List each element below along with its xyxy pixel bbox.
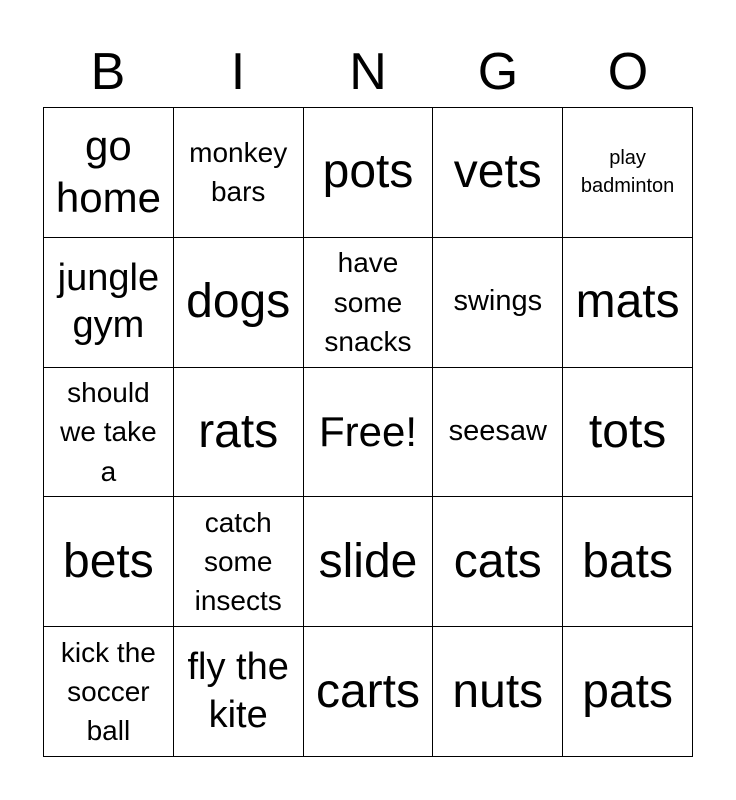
cell-text: slide: [318, 534, 418, 588]
header-letter-i: I: [230, 43, 246, 101]
cell-text: carts: [315, 664, 420, 718]
bingo-cell[interactable]: [304, 368, 434, 498]
cell-text: tots: [588, 404, 667, 458]
bingo-cell[interactable]: [44, 238, 174, 368]
bingo-cell[interactable]: [304, 108, 434, 238]
bingo-header: [43, 40, 693, 104]
cell-text: jungle gym: [57, 256, 160, 347]
header-letter-n: N: [349, 43, 387, 101]
bingo-cell[interactable]: [433, 497, 563, 627]
bingo-cell[interactable]: [433, 368, 563, 498]
cell-text: should we take a: [60, 377, 157, 487]
bingo-cell[interactable]: [563, 108, 693, 238]
bingo-cell[interactable]: [304, 627, 434, 757]
cell-text: cats: [453, 534, 542, 588]
bingo-cell[interactable]: [304, 497, 434, 627]
cell-text: rats: [198, 404, 279, 458]
bingo-cell[interactable]: [174, 627, 304, 757]
cell-text: have some snacks: [324, 247, 412, 357]
cell-text: nuts: [452, 664, 544, 718]
bingo-cell[interactable]: [304, 238, 434, 368]
cell-text: catch some insects: [194, 507, 282, 617]
cell-text: swings: [453, 285, 543, 318]
cell-text: kick the soccer ball: [60, 636, 156, 747]
bingo-cell[interactable]: [563, 368, 693, 498]
header-letter-o: O: [607, 43, 649, 101]
cell-text: go home: [55, 121, 161, 222]
bingo-cell[interactable]: [174, 497, 304, 627]
cell-text: fly the kite: [187, 646, 289, 736]
cell-text: mats: [575, 275, 680, 329]
bingo-cell[interactable]: [44, 627, 174, 757]
header-letter-g: G: [477, 43, 519, 101]
bingo-cell[interactable]: [433, 238, 563, 368]
cell-text: seesaw: [448, 415, 547, 448]
bingo-cell[interactable]: [174, 368, 304, 498]
bingo-cell[interactable]: [563, 497, 693, 627]
bingo-cell[interactable]: [563, 627, 693, 757]
bingo-cell[interactable]: [44, 368, 174, 498]
bingo-cell[interactable]: [563, 238, 693, 368]
cell-text: pats: [582, 664, 673, 718]
bingo-cell[interactable]: [44, 497, 174, 627]
cell-text: vets: [453, 145, 542, 199]
bingo-cell[interactable]: [174, 108, 304, 238]
cell-text: dogs: [186, 275, 291, 329]
cell-text: play badminton: [580, 147, 675, 198]
bingo-cell[interactable]: [433, 108, 563, 238]
bingo-cell[interactable]: [174, 238, 304, 368]
free-space: Free!: [318, 407, 417, 455]
cell-text: pots: [322, 145, 414, 199]
bingo-cell[interactable]: [44, 108, 174, 238]
bingo-board: [43, 107, 693, 757]
cell-text: bats: [582, 534, 673, 588]
cell-text: bets: [63, 534, 154, 588]
cell-text: monkey bars: [189, 137, 288, 208]
bingo-cell[interactable]: [433, 627, 563, 757]
header-letter-b: B: [90, 43, 126, 101]
